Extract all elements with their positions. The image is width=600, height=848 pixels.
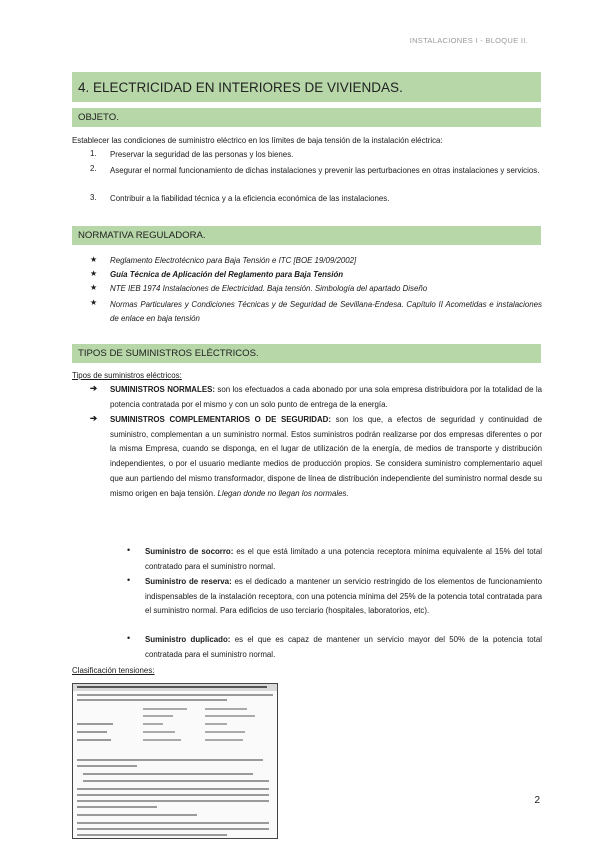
term-italic-note: Llegan donde no llegan los normales. xyxy=(217,488,349,498)
term-text: es el dedicado a mantener un servicio restringido de los elementos de funcionamiento indispensables de la instalación receptora, con una potencia mínima del 25% de la potencia total contratada para el suministro normal. Para edificios de uso terciario (hospitales, laboratorios, etc). xyxy=(145,577,543,616)
suministro-socorro xyxy=(145,545,542,574)
arrow-bullet-icon: ➔ xyxy=(90,383,98,393)
bullet-icon: • xyxy=(127,575,131,585)
star-bullet-icon: ★ xyxy=(90,255,98,264)
term-text: son los que, a efectos de seguridad y continuidad de suministro, complementan a un suministro normal. Estos suministros podrán realizarse por dos empresas diferentes o por la misma Empresa, cuando se disponga, en el lugar de utilización de la energía, de medios de transporte y distribución independientes, o por el usuario mediante medios de producción propios. Se considera suministro complementario aquel que aun partiendo del mismo transformador, dispone de línea de distribución independiente del suministro normal desde su mismo origen en baja tensión. xyxy=(110,415,543,498)
section-tipos-heading: TIPOS DE SUMINISTROS ELÉCTRICOS. xyxy=(78,348,259,359)
normativa-item: NTE IEB 1974 Instalaciones de Electricidad. Baja tensión. Simbología del apartado Diseño xyxy=(110,284,428,293)
term-text: son los efectuados a cada abonado por una sola empresa distribuidora por la totalidad de la potencia contratada por el mismo y con un solo punto de entrega de la energía. xyxy=(110,385,542,409)
suministro-duplicado xyxy=(145,633,542,662)
section-tipos-band xyxy=(72,344,541,363)
chapter-title-band xyxy=(72,72,541,102)
star-bullet-icon: ★ xyxy=(90,269,98,278)
term-label: SUMINISTROS COMPLEMENTARIOS O DE SEGURIDAD: xyxy=(110,415,331,424)
tension-classification-table-image xyxy=(72,683,278,839)
bullet-icon: • xyxy=(127,633,131,643)
term-text: es el que es capaz de mantener un servicio mayor del 50% de la potencia total contratada para el suministro normal. xyxy=(145,635,543,659)
star-bullet-icon: ★ xyxy=(90,283,98,292)
suministro-reserva xyxy=(145,575,542,619)
suministros-complementarios xyxy=(110,413,542,501)
suministros-normales xyxy=(110,383,542,412)
clasificacion-subheading: Clasificación tensiones: xyxy=(72,666,155,675)
bullet-icon: • xyxy=(127,545,131,555)
section-objeto-band xyxy=(72,108,541,127)
normativa-item: Normas Particulares y Condiciones Técnicas y de Seguridad de Sevillana-Endesa. Capítulo II Acometidas e instalaciones de enlace en baja tensión xyxy=(110,300,542,323)
list-item: Asegurar el normal funcionamiento de dichas instalaciones y prevenir las perturbaciones en otras instalaciones y servicios. xyxy=(110,166,540,175)
term-label: SUMINISTROS NORMALES: xyxy=(110,385,215,394)
section-normativa-band xyxy=(72,226,541,245)
list-item: Preservar la seguridad de las personas y los bienes. xyxy=(110,150,294,159)
list-item: Contribuir a la fiabilidad técnica y a la eficiencia económica de las instalaciones. xyxy=(110,194,390,203)
section-normativa-heading: NORMATIVA REGULADORA. xyxy=(78,230,206,241)
list-number: 3. xyxy=(90,193,97,202)
arrow-bullet-icon: ➔ xyxy=(90,413,98,423)
running-header: INSTALACIONES I - BLOQUE II. xyxy=(409,36,528,45)
term-label: Suministro duplicado: xyxy=(145,635,231,644)
tipos-subheading: Tipos de suministros eléctricos: xyxy=(72,371,182,380)
term-text: es el que está limitado a una potencia receptora mínima equivalente al 15% del total contratado para el suministro normal. xyxy=(145,547,542,571)
normativa-item: Reglamento Electrotécnico para Baja Tensión e ITC [BOE 19/09/2002] xyxy=(110,256,357,265)
section-objeto-heading: OBJETO. xyxy=(78,112,119,123)
term-label: Suministro de reserva: xyxy=(145,577,232,586)
normativa-item: Guía Técnica de Aplicación del Reglamento para Baja Tensión xyxy=(110,270,344,279)
chapter-title: 4. ELECTRICIDAD EN INTERIORES DE VIVIENDAS. xyxy=(78,80,403,95)
page-number: 2 xyxy=(534,795,540,806)
list-number: 2. xyxy=(90,164,97,173)
term-label: Suministro de socorro: xyxy=(145,547,234,556)
objeto-intro: Establecer las condiciones de suministro eléctrico en los límites de baja tensión de la instalación eléctrica: xyxy=(72,136,443,145)
list-number: 1. xyxy=(90,149,97,158)
star-bullet-icon: ★ xyxy=(90,298,98,307)
